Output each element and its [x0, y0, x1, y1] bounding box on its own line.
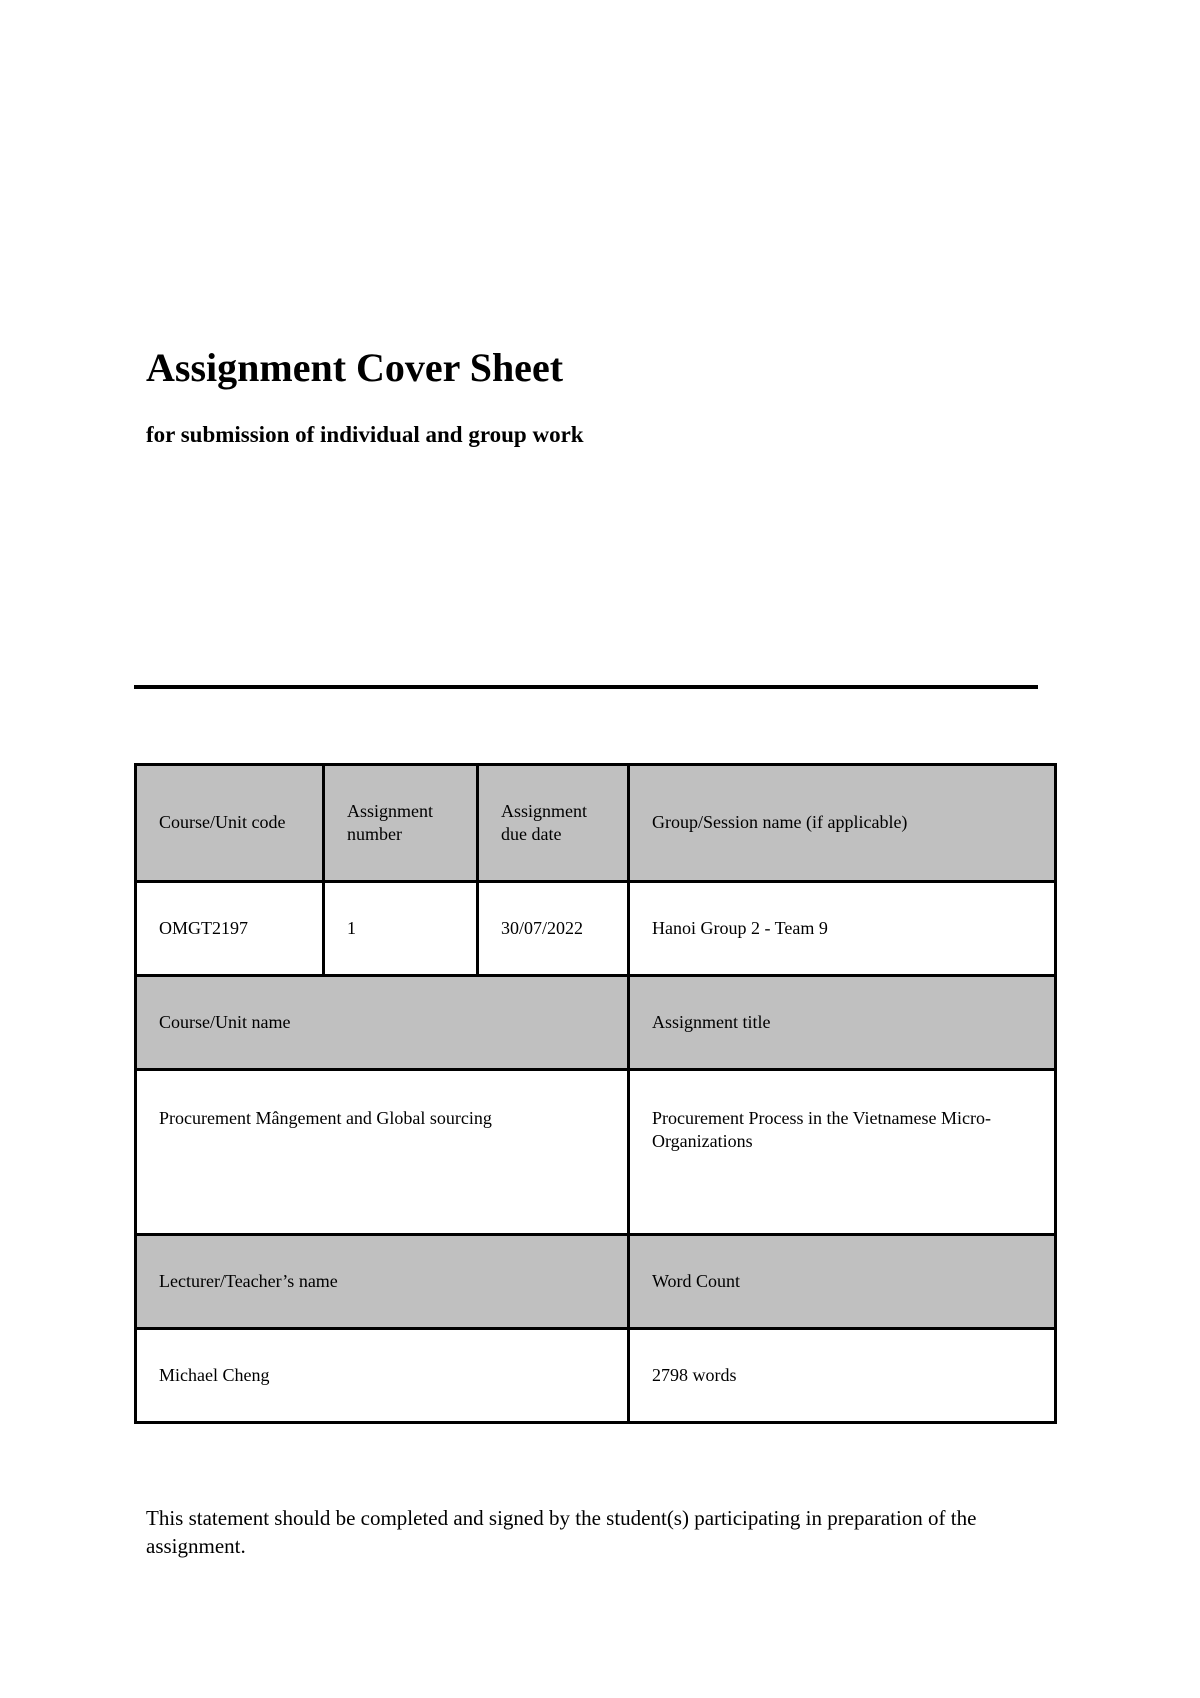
assignment-number-value: 1: [324, 882, 478, 976]
table-row: [136, 976, 1056, 1070]
table-row: [136, 1070, 1056, 1235]
lecturer-value: Michael Cheng: [136, 1329, 629, 1423]
due-date-value: 30/07/2022: [478, 882, 629, 976]
cover-sheet-table: [134, 763, 1057, 1424]
word-count-value: 2798 words: [629, 1329, 1056, 1423]
group-value: Hanoi Group 2 - Team 9: [629, 882, 1056, 976]
table-row: [136, 765, 1056, 882]
course-code-label: Course/Unit code: [136, 765, 324, 882]
due-date-label: Assignment due date: [478, 765, 629, 882]
course-code-value: OMGT2197: [136, 882, 324, 976]
page-title: Assignment Cover Sheet: [146, 345, 564, 390]
assignment-title-label: Assignment title: [629, 976, 1056, 1070]
assignment-title-value: Procurement Process in the Vietnamese Micro-Organizations: [629, 1070, 1056, 1235]
table-row: [136, 1329, 1056, 1423]
page-subtitle: for submission of individual and group work: [146, 422, 584, 447]
group-label: Group/Session name (if applicable): [629, 765, 1056, 882]
divider: [134, 685, 1038, 689]
course-name-label: Course/Unit name: [136, 976, 629, 1070]
word-count-label: Word Count: [629, 1235, 1056, 1329]
course-name-value: Procurement Mângement and Global sourcing: [136, 1070, 629, 1235]
table-row: [136, 882, 1056, 976]
declaration-statement: This statement should be completed and signed by the student(s) participating in preparation of the assignment.: [146, 1506, 977, 1559]
assignment-number-label: Assignment number: [324, 765, 478, 882]
lecturer-label: Lecturer/Teacher’s name: [136, 1235, 629, 1329]
table-row: [136, 1235, 1056, 1329]
